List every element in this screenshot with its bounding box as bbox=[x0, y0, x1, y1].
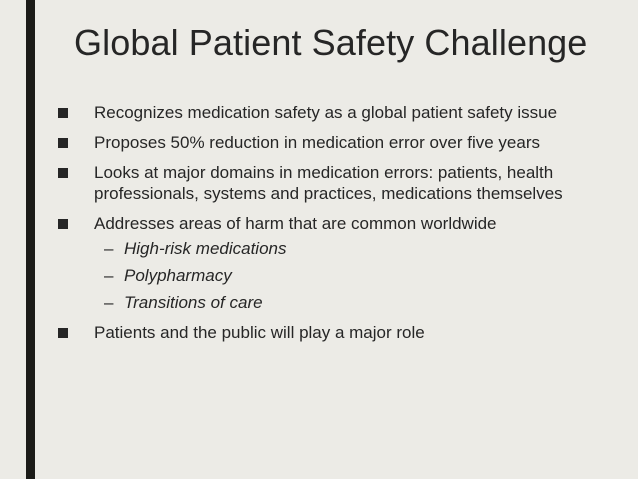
sub-bullet-item bbox=[94, 292, 616, 313]
sub-bullet-text: Transitions of care bbox=[124, 293, 263, 312]
square-bullet-icon bbox=[58, 219, 68, 229]
dash-marker: – bbox=[104, 266, 114, 285]
bullet-item bbox=[56, 322, 616, 343]
bullet-item bbox=[56, 132, 616, 153]
bullet-text: Recognizes medication safety as a global patient safety issue bbox=[94, 103, 558, 122]
bullet-list bbox=[56, 102, 616, 352]
bullet-item bbox=[56, 162, 616, 204]
sub-bullet-item bbox=[94, 238, 616, 259]
square-bullet-icon bbox=[58, 168, 68, 178]
bullet-item bbox=[56, 213, 616, 313]
bullet-text: Addresses areas of harm that are common worldwide bbox=[94, 214, 497, 233]
square-bullet-icon bbox=[58, 328, 68, 338]
dash-marker: – bbox=[104, 239, 114, 258]
sub-bullet-list bbox=[94, 238, 616, 313]
bullet-text: Patients and the public will play a major role bbox=[94, 323, 425, 342]
sub-bullet-text: Polypharmacy bbox=[124, 266, 232, 285]
bullet-item bbox=[56, 102, 616, 123]
accent-bar bbox=[26, 0, 35, 479]
dash-marker: – bbox=[104, 293, 114, 312]
square-bullet-icon bbox=[58, 108, 68, 118]
bullet-text: Proposes 50% reduction in medication error over five years bbox=[94, 133, 540, 152]
sub-bullet-text: High-risk medications bbox=[124, 239, 287, 258]
slide-title: Global Patient Safety Challenge bbox=[74, 22, 588, 63]
square-bullet-icon bbox=[58, 138, 68, 148]
sub-bullet-item bbox=[94, 265, 616, 286]
bullet-text: Looks at major domains in medication errors: patients, health professionals, systems and practices, medications themselves bbox=[94, 163, 563, 203]
